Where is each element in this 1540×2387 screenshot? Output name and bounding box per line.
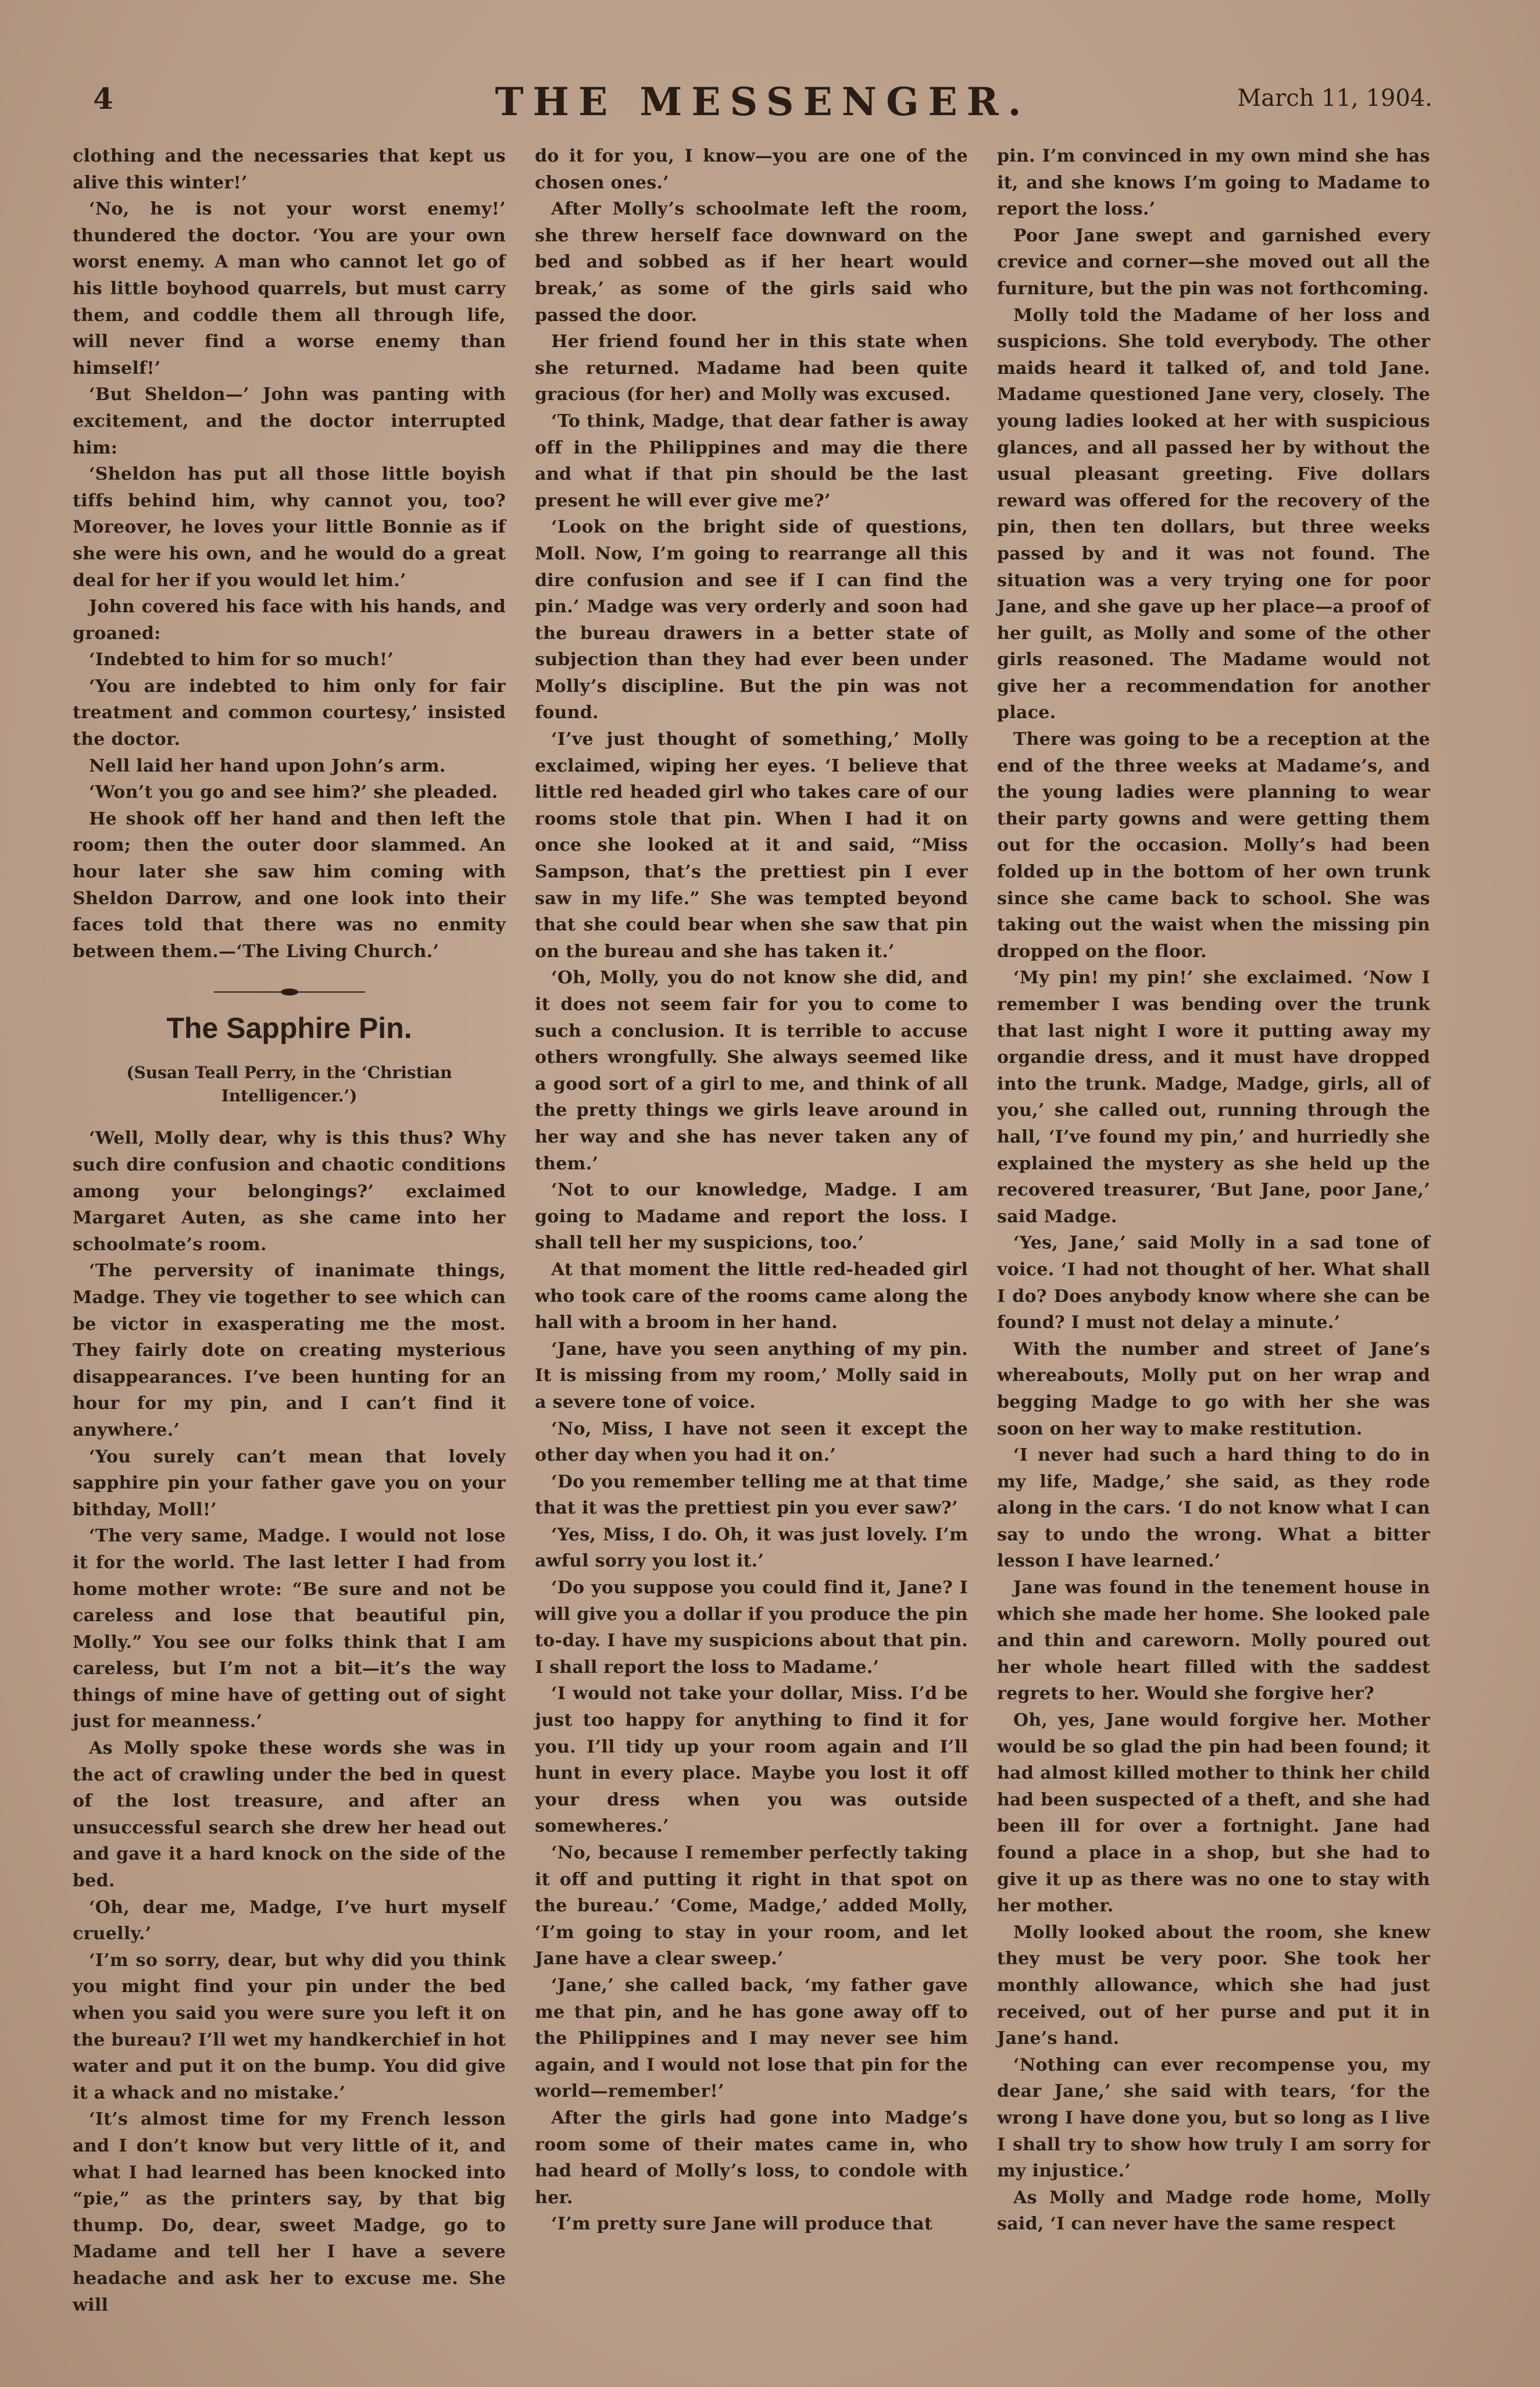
column-1-pre bbox=[73, 143, 506, 965]
paragraph: ‘Sheldon has put all those little boyish tiffs behind him, why cannot you, too? Moreover, he loves your little Bonnie as if she were his own, and he would do a great deal for her if you would let him.’ bbox=[73, 464, 506, 591]
article-columns bbox=[73, 143, 1430, 2315]
paragraph: ‘I’m pretty sure Jane will produce that bbox=[551, 2214, 933, 2235]
paragraph: John covered his face with his hands, and groaned: bbox=[73, 597, 506, 644]
paragraph: pin. I’m convinced in my own mind she has it, and she knows I’m going to Madame to report the loss.’ bbox=[997, 146, 1430, 220]
paragraph: ‘Yes, Jane,’ said Molly in a sad tone of voice. ‘I had not thought of her. What shall I do? Does anybody know where she can be found? I must not delay a minute.’ bbox=[997, 1233, 1430, 1333]
paragraph: ‘No, he is not your worst enemy!’ thundered the doctor. ‘You are your own worst enemy. A man who cannot let go of his little boyhood quarrels, but must carry them, and coddle them all through life, will never find a worse enemy than himself!’ bbox=[73, 199, 506, 379]
paragraph: ‘Won’t you go and see him?’ she pleaded. bbox=[89, 782, 498, 803]
paragraph: Molly looked about the room, she knew they must be very poor. She took her monthly allowance, which she had just received, out of her purse and put it in Jane’s hand. bbox=[997, 1922, 1430, 2049]
paragraph: He shook off her hand and then left the room; then the outer door slammed. An hour later she saw him coming with Sheldon Darrow, and one look into their faces told that there was no enmity between them.—‘The Living Church.’ bbox=[73, 808, 506, 962]
paragraph: ‘Well, Molly dear, why is this thus? Why such dire confusion and chaotic conditions among your belongings?’ exclaimed Margaret Auten, as she came into her schoolmate’s room. bbox=[73, 1128, 506, 1255]
paragraph: Jane was found in the tenement house in which she made her home. She looked pale and thin and careworn. Molly poured out her whole heart filled with the saddest regrets to her. Would she forgive her? bbox=[997, 1578, 1430, 1704]
paragraph: ‘Oh, Molly, you do not know she did, and it does not seem fair for you to come to such a conclusion. It is terrible to accuse others wrongfully. She always seemed like a good sort of a girl to me, and think of all the pretty things we girls leave around in her way and she has never taken any of them.’ bbox=[535, 968, 968, 1174]
paragraph: ‘But Sheldon—’ John was panting with excitement, and the doctor interrupted him: bbox=[73, 384, 506, 458]
paragraph: ‘You surely can’t mean that lovely sapphire pin your father gave you on your bithday, Moll!’ bbox=[73, 1446, 506, 1520]
masthead bbox=[93, 81, 1432, 134]
paragraph: ‘Yes, Miss, I do. Oh, it was just lovely. I’m awful sorry you lost it.’ bbox=[535, 1524, 968, 1572]
issue-date: March 11, 1904. bbox=[1237, 85, 1432, 112]
column-3 bbox=[997, 143, 1430, 2318]
paragraph: With the number and street of Jane’s whereabouts, Molly put on her wrap and begging Madge to go with her she was soon on her way to make restitution. bbox=[997, 1339, 1430, 1439]
paragraph: Nell laid her hand upon John’s arm. bbox=[89, 755, 446, 776]
paragraph: do it for you, I know—you are one of the chosen ones.’ bbox=[535, 146, 968, 193]
paragraph: Molly told the Madame of her loss and suspicions. She told everybody. The other maids heard it talked of, and told Jane. Madame questioned Jane very, closely. The young ladies looked at her with suspicious glances, and all passed her by without the usual pleasant greeting. Five dollars reward was offered for the recovery of the pin, then ten dollars, but three weeks passed by and it was not found. The situation was a very trying one for poor Jane, and she gave up her place—a proof of her guilt, as Molly and some of the other girls reasoned. The Madame would not give her a recommendation for another place. bbox=[997, 305, 1430, 723]
paragraph: ‘No, Miss, I have not seen it except the other day when you had it on.’ bbox=[535, 1418, 968, 1466]
paragraph: ‘It’s almost time for my French lesson and I don’t know but very little of it, and what I had learned has been knocked into “pie,” as the printers say, by that big thump. Do, dear, sweet Madge, go to Madame and tell her I have a severe headache and ask her to excuse me. She will bbox=[73, 2109, 506, 2315]
paragraph: ‘I never had such a hard thing to do in my life, Madge,’ she said, as they rode along in the cars. ‘I do not know what I can say to undo the wrong. What a bitter lesson I have learned.’ bbox=[997, 1445, 1430, 1572]
paragraph: ‘My pin! my pin!’ she exclaimed. ‘Now I remember I was bending over the trunk that last night I wore it putting away my organdie dress, and it must have dropped into the trunk. Madge, Madge, girls, all of you,’ she called out, running through the hall, ‘I’ve found my pin,’ and hurriedly she explained the mystery as she held up the recovered treasurer, ‘But Jane, poor Jane,’ said Madge. bbox=[997, 968, 1430, 1227]
column-1 bbox=[73, 143, 506, 2318]
paragraph: ‘Look on the bright side of questions, Moll. Now, I’m going to rearrange all this dire confusion and see if I can find the pin.’ Madge was very orderly and soon had the bureau drawers in a better state of subjection than they had ever been under Molly’s discipline. But the pin was not found. bbox=[535, 517, 968, 723]
paragraph: ‘Indebted to him for so much!’ bbox=[89, 650, 394, 670]
section-divider bbox=[214, 990, 365, 994]
paragraph: clothing and the necessaries that kept us alive this winter!’ bbox=[73, 146, 506, 193]
newspaper-title: THE MESSENGER. bbox=[495, 79, 1031, 124]
column-1-post bbox=[73, 1125, 506, 2318]
paragraph: ‘The perversity of inanimate things, Madge. They vie together to see which can be victor in exasperating me the most. They fairly dote on creating mysterious disappearances. I’ve been hunting for an hour for my pin, and I can’t find it anywhere.’ bbox=[73, 1261, 506, 1440]
paragraph: ‘To think, Madge, that dear father is away off in the Philippines and may die there and what if that pin should be the last present he will ever give me?’ bbox=[535, 411, 968, 511]
paragraph: As Molly and Madge rode home, Molly said, ‘I can never have the same respect bbox=[997, 2187, 1430, 2235]
story-byline: (Susan Teall Perry, in the ‘Christian Intelligencer.’) bbox=[126, 1063, 452, 1106]
paragraph: ‘Jane,’ she called back, ‘my father gave me that pin, and he has gone away off to the Philippines and I may never see him again, and I would not lose that pin for the world—remember!’ bbox=[535, 1975, 968, 2102]
paragraph: ‘Jane, have you seen anything of my pin. It is missing from my room,’ Molly said in a severe tone of voice. bbox=[535, 1339, 968, 1412]
paragraph: ‘Nothing can ever recompense you, my dear Jane,’ she said with tears, ‘for the wrong I have done you, but so long as I live I shall try to show how truly I am sorry for my injustice.’ bbox=[997, 2054, 1430, 2182]
paragraph: ‘I’m so sorry, dear, but why did you think you might find your pin under the bed when you said you were sure you left it on the bureau? I’ll wet my handkerchief in hot water and put it on the bump. You did give it a whack and no mistake.’ bbox=[73, 1950, 506, 2103]
paragraph: At that moment the little red-headed girl who took care of the rooms came along the hall with a broom in her hand. bbox=[535, 1259, 968, 1333]
paragraph: ‘The very same, Madge. I would not lose it for the world. The last letter I had from home mother wrote: “Be sure and not be careless and lose that beautiful pin, Molly.” You see our folks think that I am careless, but I’m not a bit—it’s the way things of mine have of getting out of sight just for meanness.’ bbox=[73, 1526, 506, 1732]
paragraph: After the girls had gone into Madge’s room some of their mates came in, who had heard of Molly’s loss, to condole with her. bbox=[535, 2107, 968, 2208]
paragraph: ‘Do you suppose you could find it, Jane? I will give you a dollar if you produce the pin to-day. I have my suspicions about that pin. I shall report the loss to Madame.’ bbox=[535, 1578, 968, 1678]
paragraph: Oh, yes, Jane would forgive her. Mother would be so glad the pin had been found; it had almost killed mother to think her child had been suspected of a theft, and she had been ill for over a fortnight. Jane had found a place in a shop, but she had to give it up as there was no one to stay with her mother. bbox=[997, 1710, 1430, 1917]
paragraph: After Molly’s schoolmate left the room, she threw herself face downward on the bed and sobbed as if her heart would break,’ as some of the girls said who passed the door. bbox=[535, 199, 968, 326]
paragraph: ‘You are indebted to him only for fair treatment and common courtesy,’ insisted the doctor. bbox=[73, 676, 506, 750]
paragraph: ‘I would not take your dollar, Miss. I’d be just too happy for anything to find it for you. I’ll tidy up your room again and I’ll hunt in every place. Maybe you lost it off your dress when you was outside somewheres.’ bbox=[535, 1683, 968, 1837]
paragraph: ‘Oh, dear me, Madge, I’ve hurt myself cruelly.’ bbox=[73, 1897, 506, 1944]
paragraph: ‘I’ve just thought of something,’ Molly exclaimed, wiping her eyes. ‘I believe that little red headed girl who takes care of our rooms stole that pin. When I had it on once she looked at it and said, “Miss Sampson, that’s the prettiest pin I ever saw in my life.” She was tempted beyond that she could bear when she saw that pin on the bureau and she has taken it.’ bbox=[535, 729, 968, 962]
column-2 bbox=[535, 143, 968, 2318]
paragraph: As Molly spoke these words she was in the act of crawling under the bed in quest of the lost treasure, and after an unsuccessful search she drew her head out and gave it a hard knock on the side of the bed. bbox=[73, 1738, 506, 1892]
paragraph: ‘Not to our knowledge, Madge. I am going to Madame and report the loss. I shall tell her my suspicions, too.’ bbox=[535, 1180, 968, 1254]
story-title: The Sapphire Pin. bbox=[166, 1012, 412, 1045]
paragraph: ‘Do you remember telling me at that time that it was the prettiest pin you ever saw?’ bbox=[535, 1471, 968, 1519]
paragraph: There was going to be a reception at the end of the three weeks at Madame’s, and the young ladies were planning to wear their party gowns and were getting them out for the occasion. Molly’s had been folded up in the bottom of her own trunk since she came back to school. She was taking out the waist when the missing pin dropped on the floor. bbox=[997, 729, 1430, 962]
paragraph: Poor Jane swept and garnished every crevice and corner—she moved out all the furniture, but the pin was not forthcoming. bbox=[997, 225, 1430, 299]
page-number: 4 bbox=[93, 81, 113, 116]
paragraph: Her friend found her in this state when she returned. Madame had been quite gracious (for her) and Molly was excused. bbox=[535, 331, 968, 405]
paragraph: ‘No, because I remember perfectly taking it off and putting it right in that spot on the bureau.’ ‘Come, Madge,’ added Molly, ‘I’m going to stay in your room, and let Jane have a clear sweep.’ bbox=[535, 1843, 968, 1969]
